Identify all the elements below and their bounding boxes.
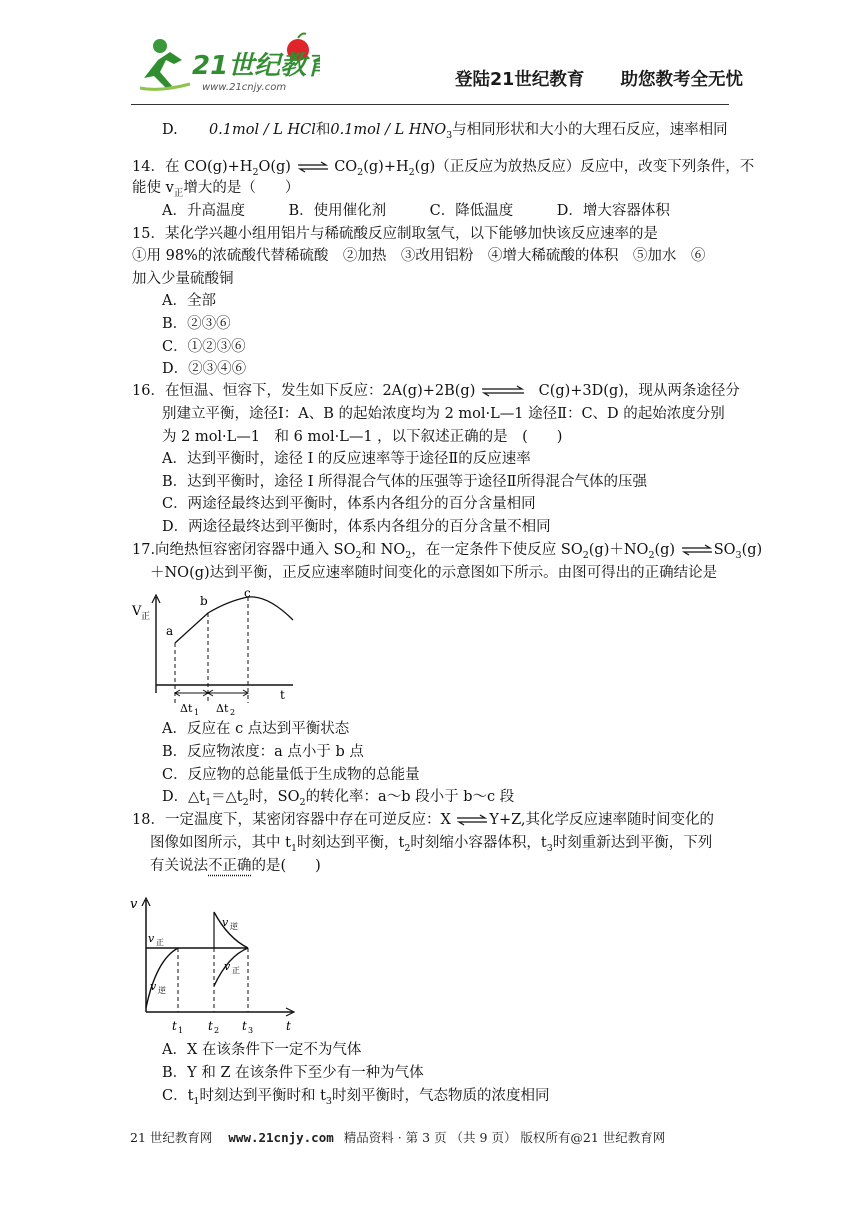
q18-l3-t1: 有关说法 [150, 858, 208, 874]
q18-stem-line1 [132, 810, 714, 830]
q18-vzheng-sub: 正 [156, 938, 164, 947]
q17-s3: 2 [582, 549, 589, 561]
q14-s2: 2 [357, 166, 364, 178]
q15-option-d: D．②③④⑥ [162, 361, 247, 377]
q17-t1: 17.向绝热恒容密闭容器中通入 SO [132, 542, 356, 558]
q18-c-s2: 3 [325, 1095, 332, 1107]
equilibrium-arrow-icon [480, 385, 526, 397]
q17-stem-line1 [132, 540, 762, 566]
q18-c-t1: C．t [162, 1088, 194, 1104]
q16-stem-line1 [132, 381, 740, 401]
q17-s4: 2 [648, 549, 655, 561]
q17-d-t2: ＝△t [211, 789, 243, 805]
equilibrium-arrow-icon [296, 161, 330, 173]
q17-d-t1: D．△t [162, 789, 206, 805]
q18-option-a: A．X 在该条件下一定不为气体 [162, 1042, 362, 1058]
q14-l2a: 能使 v [132, 180, 174, 196]
q14-options: A．升高温度 B．使用催化剂 C．降低温度 D．增大容器体积 [162, 203, 670, 219]
q17-dt2: Δt [216, 702, 229, 715]
q18-l2-s2: 2 [404, 842, 411, 854]
header-slogan [455, 66, 743, 91]
q18-y-label: v [130, 897, 138, 912]
q13-d-formula2: 0.1mol / L HNO [330, 122, 447, 138]
q18-c-t3: 时刻平衡时，气态物质的浓度相同 [331, 1088, 550, 1104]
q16-t2: C(g)+3D(g)，现从两条途径分 [538, 383, 740, 399]
q14-s1: 2 [252, 166, 259, 178]
q14-s3: 2 [408, 166, 415, 178]
q17-s5: 3 [735, 549, 742, 561]
q14-t3: CO [334, 159, 358, 175]
q13-d-and: 和 [315, 122, 331, 138]
q18-vni-label: v [150, 980, 157, 993]
q14-t5: (g)（正反应为放热反应）反应中，改变下列条件，不 [414, 159, 755, 175]
q17-option-b: B．反应物浓度：a 点小于 b 点 [162, 744, 364, 760]
q17-rate-graph [128, 585, 313, 717]
slogan-left: 登陆21世纪教育 [455, 70, 585, 90]
q13-d-text: 与相同形状和大小的大理石反应，速率相同 [452, 122, 728, 138]
q18-option-c [162, 1086, 549, 1112]
q15-option-b: B．②③⑥ [162, 316, 231, 332]
q17-t4: (g)＋NO [588, 542, 649, 558]
q18-l2-s3: 3 [546, 842, 553, 854]
q17-s2: 2 [405, 549, 412, 561]
q17-dt2-sub: 2 [230, 708, 236, 717]
q17-point-c: c [244, 586, 251, 600]
header-rule [131, 104, 729, 105]
q17-option-c: C．反应物的总能量低于生成物的总能量 [162, 767, 420, 783]
q15-stem-line3: 加入少量硫酸铜 [132, 271, 234, 287]
q17-t5: (g) [654, 542, 676, 558]
q18-t3: t [242, 1019, 247, 1033]
q18-l2-t3: 时刻缩小容器体积，t [410, 835, 547, 851]
q16-option-c: C．两途径最终达到平衡时，体系内各组分的百分含量相同 [162, 496, 536, 512]
q17-y-sub: 正 [141, 612, 151, 622]
q17-t3: ，在一定条件下使反应 SO [411, 542, 583, 558]
q14-stem-line2 [132, 178, 299, 204]
q17-option-d [162, 787, 514, 813]
q17-t7: (g) [741, 542, 763, 558]
q18-t1: 18．一定温度下，某密闭容器中存在可逆反应：X [132, 812, 451, 828]
q14-l2b: 增大的是（ ） [183, 180, 300, 196]
q18-stem-line2 [150, 833, 712, 859]
q17-point-b: b [200, 594, 208, 608]
q18-x-label: t [286, 1019, 291, 1033]
q18-t1-sub: 1 [178, 1026, 184, 1035]
q18-t2-sub: 2 [214, 1026, 220, 1035]
q14-t4: (g)+H [363, 159, 409, 175]
q17-d-s1: 1 [205, 796, 212, 808]
q16-stem-line3: 为 2 mol·L—1 和 6 mol·L—1 ，以下叙述正确的是 ( ) [162, 429, 563, 445]
q18-rate-graph [128, 890, 303, 1038]
q18-t1: t [172, 1019, 177, 1033]
q17-d-t4: 的转化率：a～b 段小于 b～c 段 [305, 789, 515, 805]
page-footer [130, 1128, 665, 1146]
slogan-right: 助您教考全无忧 [620, 70, 744, 90]
q17-d-t3: 时，SO [248, 789, 300, 805]
q17-t2: 和 NO [361, 542, 406, 558]
q17-x-label: t [280, 688, 285, 702]
q18-vzheng-label: v [148, 932, 155, 945]
site-logo[interactable] [130, 30, 320, 98]
q15-stem-line2: ①用 98%的浓硫酸代替稀硫酸 ②加热 ③改用铝粉 ④增大稀硫酸的体积 ⑤加水 ⑥ [132, 248, 706, 264]
q18-l2-t2: 时刻达到平衡，t [296, 835, 405, 851]
logo-text: 21世纪教育 [192, 51, 320, 81]
q18-l2-t4: 时刻重新达到平衡，下列 [552, 835, 713, 851]
q17-point-a: a [166, 624, 174, 638]
q18-t2: Y+Z,其化学反应速率随时间变化的 [489, 812, 715, 828]
q18-t2: t [208, 1019, 213, 1033]
q17-s1: 2 [355, 549, 362, 561]
q17-t6: SO [713, 542, 736, 558]
equilibrium-arrow-icon [680, 544, 714, 556]
q15-option-a: A．全部 [162, 293, 216, 309]
q14-t2: O(g) [258, 159, 291, 175]
q18-forward-curve-2 [214, 948, 248, 986]
q15-option-c: C．①②③⑥ [162, 339, 246, 355]
q18-stem-line3 [150, 856, 321, 876]
q16-stem-line2: 别建立平衡，途径Ⅰ：A、B 的起始浓度均为 2 mol·L—1 途径Ⅱ：C、D 的起始浓度分别 [162, 406, 725, 422]
logo-url: www.21cnjy.com [202, 82, 287, 93]
q16-t1: 16．在恒温、恒容下，发生如下反应：2A(g)+2B(g) [132, 383, 476, 399]
q17-dt1-sub: 1 [194, 708, 200, 717]
q13-d-formula1: 0.1mol / L HCl [208, 122, 316, 138]
q18-vni2-label: v [222, 916, 229, 929]
q18-vzheng2-sub: 正 [232, 966, 240, 975]
footer-url[interactable]: www.21cnjy.com [228, 1130, 334, 1145]
q18-l2-t1: 图像如图所示，其中 t [150, 835, 291, 851]
q13-option-d [162, 120, 728, 146]
q13-d-sub: 3 [446, 129, 453, 141]
q15-stem-line1: 15．某化学兴趣小组用铝片与稀硫酸反应制取氢气，以下能够加快该反应速率的是 [132, 226, 658, 242]
equilibrium-arrow-icon [455, 814, 489, 826]
q17-rate-curve [175, 597, 293, 643]
q18-option-b: B．Y 和 Z 在该条件下至少有一种为气体 [162, 1065, 424, 1081]
q14-t1: 14．在 CO(g)+H [132, 159, 253, 175]
q18-vni2-sub: 逆 [230, 922, 238, 931]
q17-d-s3: 2 [299, 796, 306, 808]
q14-l2sub: 正 [173, 187, 184, 199]
footer-site: 21 世纪教育网 [130, 1130, 213, 1145]
q16-option-b: B．达到平衡时，途径 I 所得混合气体的压强等于途径Ⅱ所得混合气体的压强 [162, 474, 647, 490]
q18-c-t2: 时刻达到平衡时和 t [199, 1088, 326, 1104]
footer-info: 精品资料 · 第 3 页 （共 9 页） 版权所有@21 世纪教育网 [343, 1130, 666, 1145]
q18-emphasis: 不正确 [208, 858, 252, 874]
q17-dt1: Δt [180, 702, 193, 715]
q17-stem-line2: ＋NO(g)达到平衡，正反应速率随时间变化的示意图如下所示。由图可得出的正确结论是 [150, 565, 718, 581]
q16-option-d: D．两途径最终达到平衡时，体系内各组分的百分含量不相同 [162, 519, 551, 535]
q18-vni-sub: 逆 [158, 986, 166, 995]
runner-icon [140, 39, 190, 89]
q13-d-label: D. [162, 122, 178, 138]
q16-option-a: A．达到平衡时，途径 I 的反应速率等于途径Ⅱ的反应速率 [162, 451, 531, 467]
q18-l2-s1: 1 [290, 842, 297, 854]
q17-y-label: V [132, 604, 142, 619]
q18-vzheng2-label: v [224, 960, 231, 973]
q17-d-s2: 2 [242, 796, 249, 808]
q18-t3-sub: 3 [248, 1026, 254, 1035]
q17-option-a: A．反应在 c 点达到平衡状态 [162, 721, 350, 737]
q18-l3-t2: 的是( ) [251, 858, 321, 874]
q18-reverse-curve [146, 948, 178, 1008]
q18-c-s1: 1 [193, 1095, 200, 1107]
